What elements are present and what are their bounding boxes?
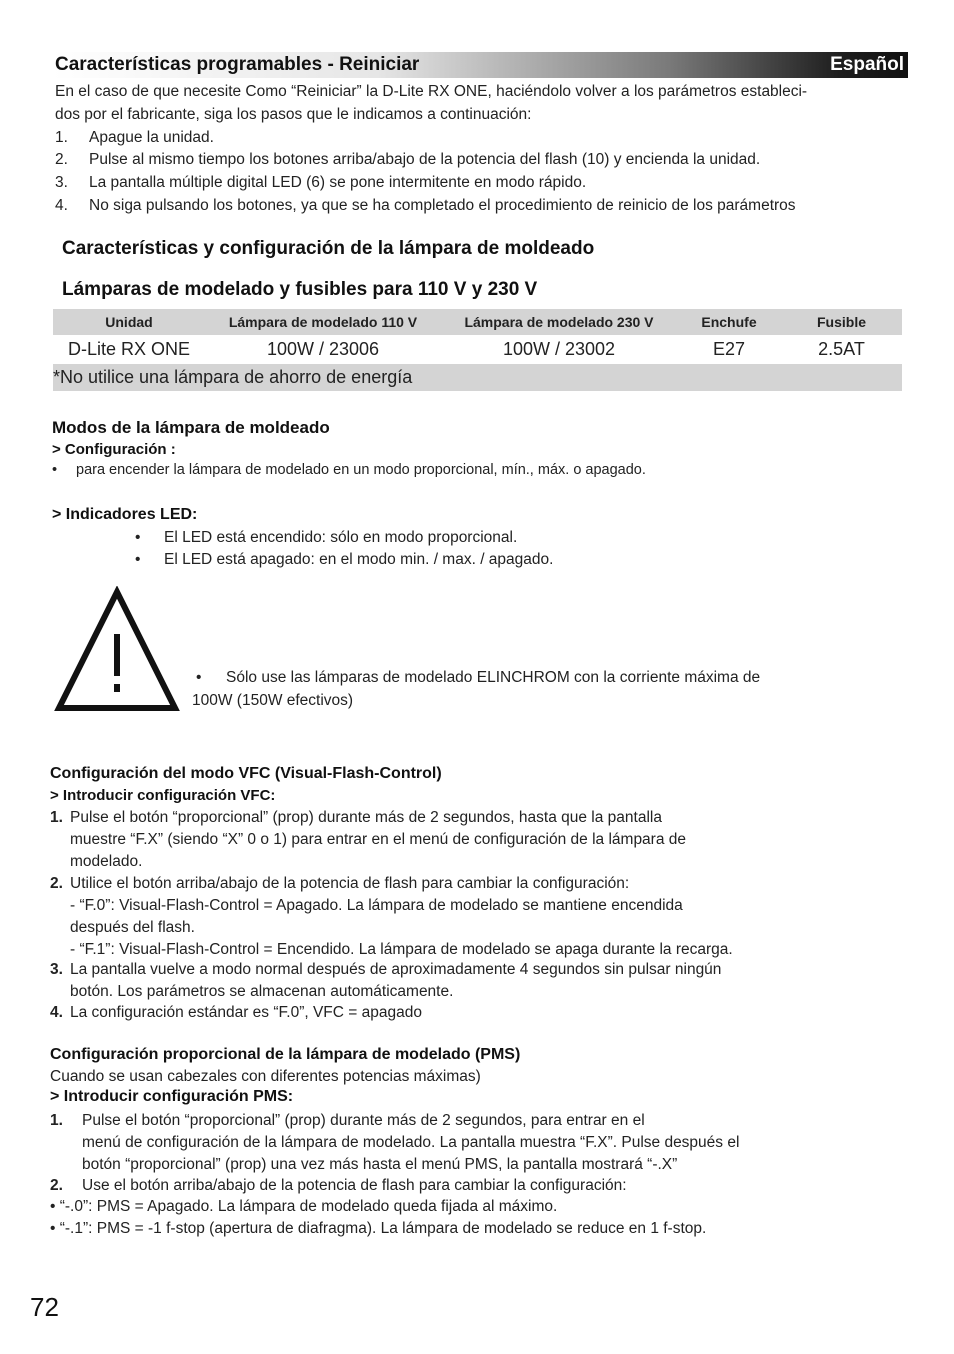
step-text: - “F.0”: Visual-Flash-Control = Apagado. La lámpara de modelado se mantiene encendida xyxy=(70,897,683,914)
reset-intro: En el caso de que necesite Como “Reiniciar” la D-Lite RX ONE, haciéndolo volver a los parámetros estableci- xyxy=(55,83,808,100)
step-text: botón “proporcional” (prop) una vez más hasta el menú PMS, la pantalla mostrará “-.X” xyxy=(82,1156,678,1173)
vfc-title: Configuración del modo VFC (Visual-Flash-Control) xyxy=(50,765,442,782)
pms-bullet: • “-.1”: PMS = -1 f-stop (apertura de diafragma). La lámpara de modelado se reduce en 1 f-stop. xyxy=(50,1220,707,1237)
language-label: Español xyxy=(830,54,904,75)
config-label: > Configuración : xyxy=(52,441,176,458)
warning-text xyxy=(192,666,872,712)
table-cell: D-Lite RX ONE xyxy=(67,339,191,359)
bullet-text: El LED está encendido: sólo en modo proporcional. xyxy=(164,529,518,546)
step-number: 4. xyxy=(55,197,68,214)
table-note: *No utilice una lámpara de ahorro de energía xyxy=(53,364,902,391)
table-row xyxy=(53,335,902,364)
modes-title: Modos de la lámpara de moldeado xyxy=(52,418,330,437)
pms-bullet: • “-.0”: PMS = Apagado. La lámpara de modelado queda fijada al máximo. xyxy=(50,1198,558,1215)
table-header-cell: Unidad xyxy=(53,309,205,335)
reset-intro-cont: dos por el fabricante, siga los pasos que le indicamos a continuación: xyxy=(55,106,532,123)
table-cell: 100W / 23002 xyxy=(502,339,616,359)
step-number: 2. xyxy=(55,151,68,168)
page-number: 72 xyxy=(30,1292,59,1322)
vfc-step-2 xyxy=(50,873,733,961)
step-text: botón. Los parámetros se almacenan automáticamente. xyxy=(70,983,454,1000)
warning-line: 100W (150W efectivos) xyxy=(192,692,354,709)
step-text: después del flash. xyxy=(70,919,195,936)
step-number: 1. xyxy=(55,129,68,146)
step-text: - “F.1”: Visual-Flash-Control = Encendido. La lámpara de modelado se apaga durante la recarga. xyxy=(70,941,733,958)
table-header-cell: Fusible xyxy=(781,309,902,335)
step-text: Pulse el botón “proporcional” (prop) durante más de 2 segundos, para entrar en el xyxy=(82,1112,645,1129)
step-text: Pulse al mismo tiempo los botones arriba/abajo de la potencia del flash (10) y encienda la unidad. xyxy=(89,151,761,168)
step-text: Utilice el botón arriba/abajo de la potencia de flash para cambiar la configuración: xyxy=(70,875,630,892)
step-text: modelado. xyxy=(70,853,143,870)
step-text: No siga pulsando los botones, ya que se ha completado el procedimiento de reinicio de los parámetros xyxy=(89,197,796,214)
pms-step-2 xyxy=(50,1175,627,1197)
step-text: menú de configuración de la lámpara de modelado. La pantalla muestra “F.X”. Pulse después el xyxy=(82,1134,740,1151)
reset-step xyxy=(55,194,796,217)
pms-step-1 xyxy=(50,1110,739,1176)
vfc-enter-label: > Introducir configuración VFC: xyxy=(50,787,276,804)
reset-step xyxy=(55,126,214,149)
step-text: Pulse el botón “proporcional” (prop) durante más de 2 segundos, hasta que la pantalla xyxy=(70,809,662,826)
modeling-subtitle: Lámparas de modelado y fusibles para 110 V y 230 V xyxy=(62,279,538,300)
step-number: 1. xyxy=(50,1112,63,1129)
warning-triangle-icon xyxy=(53,586,181,714)
table-note-row xyxy=(53,364,902,391)
bullet-icon: • xyxy=(52,462,58,478)
table-header-cell: Lámpara de modelado 230 V xyxy=(441,309,677,335)
pms-title: Configuración proporcional de la lámpara de modelado (PMS) xyxy=(50,1046,521,1063)
step-number: 4. xyxy=(50,1004,63,1021)
reset-step xyxy=(55,148,760,171)
step-number: 3. xyxy=(50,961,63,978)
step-text: La pantalla múltiple digital LED (6) se pone intermitente en modo rápido. xyxy=(89,174,587,191)
step-number: 1. xyxy=(50,809,63,826)
step-text: muestre “F.X” (siendo “X” 0 o 1) para entrar en el menú de configuración de la lámpara de xyxy=(70,831,687,848)
modeling-title: Características y configuración de la lámpara de moldeado xyxy=(62,238,595,259)
lamp-spec-table xyxy=(53,309,902,391)
bullet-text: El LED está apagado: en el modo min. / max. / apagado. xyxy=(164,551,554,568)
pms-intro: Cuando se usan cabezales con diferentes potencias máximas) xyxy=(50,1068,481,1085)
step-number: 2. xyxy=(50,875,63,892)
pms-enter-label: > Introducir configuración PMS: xyxy=(50,1088,294,1105)
bullet-icon: • xyxy=(196,669,202,686)
step-text: La pantalla vuelve a modo normal después de aproximadamente 4 segundos sin pulsar ningún xyxy=(70,961,722,978)
table-header-row xyxy=(53,309,902,335)
step-number: 3. xyxy=(55,174,68,191)
table-cell: 2.5AT xyxy=(818,339,865,359)
led-bullet xyxy=(135,526,517,549)
config-bullet xyxy=(52,462,646,478)
led-bullet xyxy=(135,548,553,571)
table-header-cell: Lámpara de modelado 110 V xyxy=(205,309,441,335)
led-label: > Indicadores LED: xyxy=(52,506,198,523)
table-cell: E27 xyxy=(712,339,746,359)
step-text: La configuración estándar es “F.0”, VFC = apagado xyxy=(70,1004,422,1021)
reset-step xyxy=(55,171,586,194)
step-number: 2. xyxy=(50,1177,63,1194)
vfc-step-1 xyxy=(50,807,686,873)
bullet-text: para encender la lámpara de modelado en un modo proporcional, mín., máx. o apagado. xyxy=(76,462,646,478)
vfc-step-3 xyxy=(50,959,721,1003)
table-header-cell: Enchufe xyxy=(677,309,781,335)
step-text: Use el botón arriba/abajo de la potencia de flash para cambiar la configuración: xyxy=(82,1177,627,1194)
bullet-icon: • xyxy=(135,551,141,568)
step-text: Apague la unidad. xyxy=(89,129,214,146)
table-cell: 100W / 23006 xyxy=(266,339,380,359)
vfc-step-4 xyxy=(50,1002,422,1024)
warning-line: Sólo use las lámparas de modelado ELINCHROM con la corriente máxima de xyxy=(226,669,761,686)
section-title: Características programables - Reiniciar xyxy=(55,54,420,75)
bullet-icon: • xyxy=(135,529,141,546)
